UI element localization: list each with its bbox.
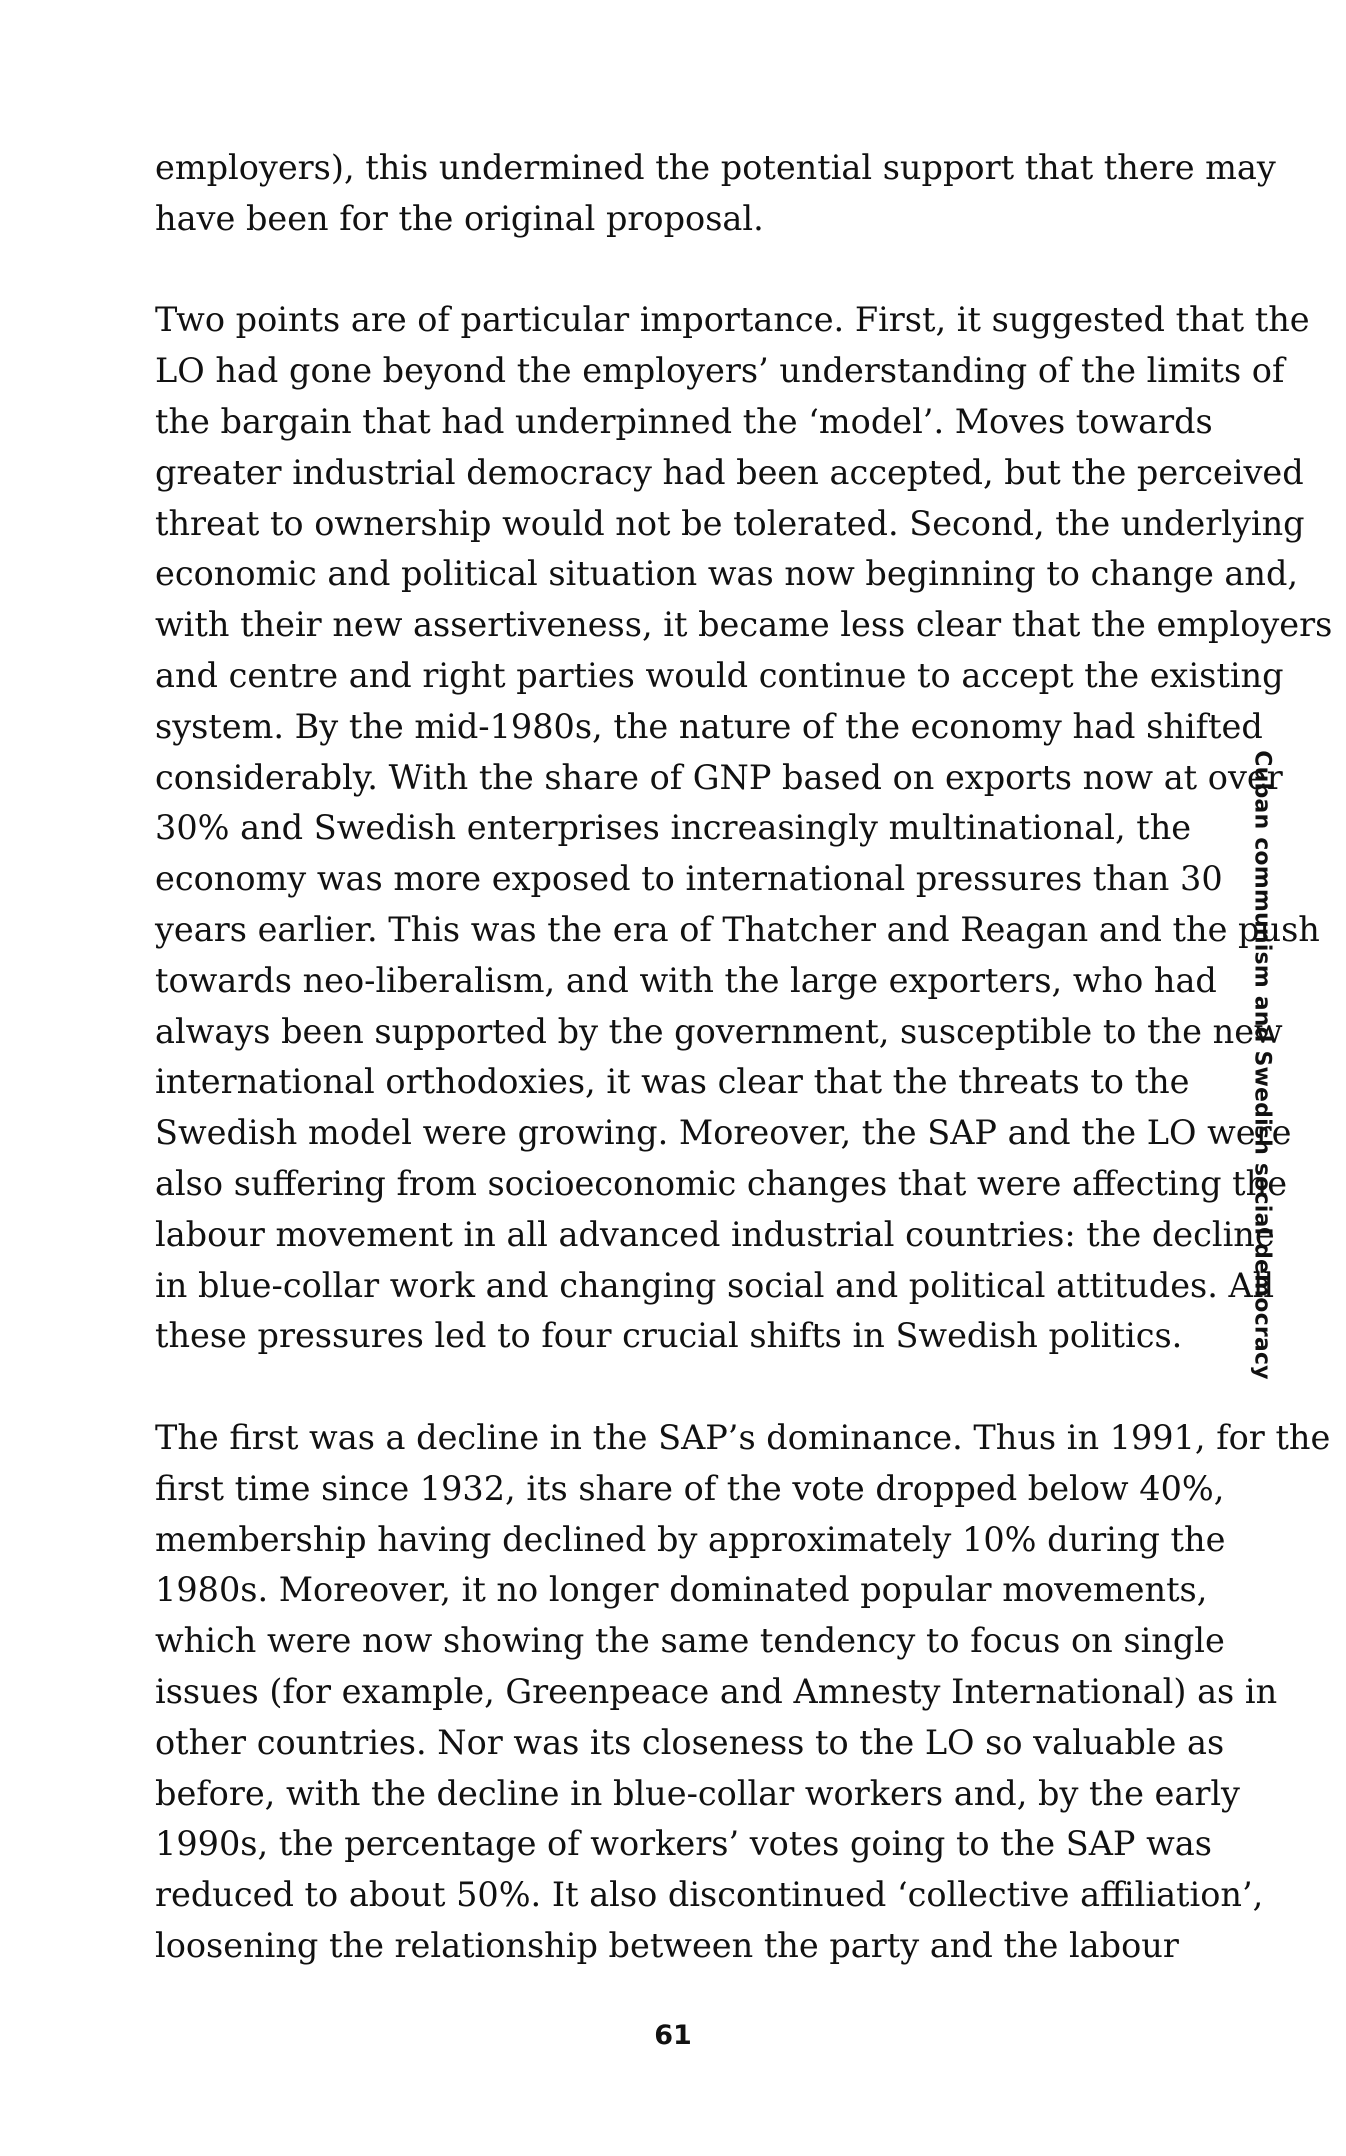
text-line: in blue-collar work and changing social and political attitudes. All xyxy=(155,1265,1275,1305)
text-line: Two points are of particular importance. First, it suggested that the xyxy=(155,300,1310,340)
text-line: international orthodoxies, it was clear that the threats to the xyxy=(155,1062,1190,1102)
text-line: have been for the original proposal. xyxy=(155,198,764,238)
text-line: considerably. With the share of GNP based on exports now at over xyxy=(155,757,1283,797)
text-line: economy was more exposed to international pressures than 30 xyxy=(155,859,1223,899)
text-line: with their new assertiveness, it became less clear that the employers xyxy=(155,605,1333,645)
text-line: which were now showing the same tendency to focus on single xyxy=(155,1621,1225,1661)
text-line: labour movement in all advanced industrial countries: the decline xyxy=(155,1214,1275,1254)
text-line: 1980s. Moreover, it no longer dominated popular movements, xyxy=(155,1570,1208,1610)
text-line: system. By the mid-1980s, the nature of the economy had shifted xyxy=(155,706,1263,746)
text-line: membership having declined by approximately 10% during the xyxy=(155,1519,1226,1559)
text-line: Swedish model were growing. Moreover, the SAP and the LO were xyxy=(155,1113,1292,1153)
text-line: LO had gone beyond the employers’ understanding of the limits of xyxy=(155,351,1285,391)
paragraph xyxy=(155,1413,1331,1972)
text-line: employers), this undermined the potential support that there may xyxy=(155,148,1276,187)
text-line: threat to ownership would not be tolerated. Second, the underlying xyxy=(155,503,1305,543)
text-line: before, with the decline in blue-collar workers and, by the early xyxy=(155,1773,1240,1813)
text-line: and centre and right parties would continue to accept the existing xyxy=(155,655,1284,695)
text-line: towards neo-liberalism, and with the large exporters, who had xyxy=(155,960,1217,1000)
text-line: always been supported by the government, susceptible to the new xyxy=(155,1011,1283,1051)
text-line: reduced to about 50%. It also discontinued ‘collective affiliation’, xyxy=(155,1875,1264,1915)
text-line: the bargain that had underpinned the ‘model’. Moves towards xyxy=(155,401,1213,441)
running-header-side-title: Cuban communism and Swedish social democracy xyxy=(1249,750,1275,1380)
text-line: economic and political situation was now beginning to change and, xyxy=(155,554,1299,594)
text-line: first time since 1932, its share of the vote dropped below 40%, xyxy=(155,1468,1225,1508)
text-line: 30% and Swedish enterprises increasingly multinational, the xyxy=(155,808,1192,848)
page-number: 61 xyxy=(654,2020,692,2051)
text-line: greater industrial democracy had been accepted, but the perceived xyxy=(155,452,1304,492)
paragraph xyxy=(155,143,1276,245)
text-line: The first was a decline in the SAP’s dominance. Thus in 1991, for the xyxy=(155,1417,1331,1457)
text-line: also suffering from socioeconomic changes that were affecting the xyxy=(155,1163,1288,1203)
text-line: these pressures led to four crucial shifts in Swedish politics. xyxy=(155,1316,1183,1356)
text-line: loosening the relationship between the party and the labour xyxy=(155,1925,1179,1965)
text-line: other countries. Nor was its closeness to the LO so valuable as xyxy=(155,1722,1225,1762)
text-line: issues (for example, Greenpeace and Amnesty International) as in xyxy=(155,1671,1278,1711)
text-line: 1990s, the percentage of workers’ votes going to the SAP was xyxy=(155,1824,1212,1864)
text-line: years earlier. This was the era of Thatcher and Reagan and the push xyxy=(155,909,1320,949)
